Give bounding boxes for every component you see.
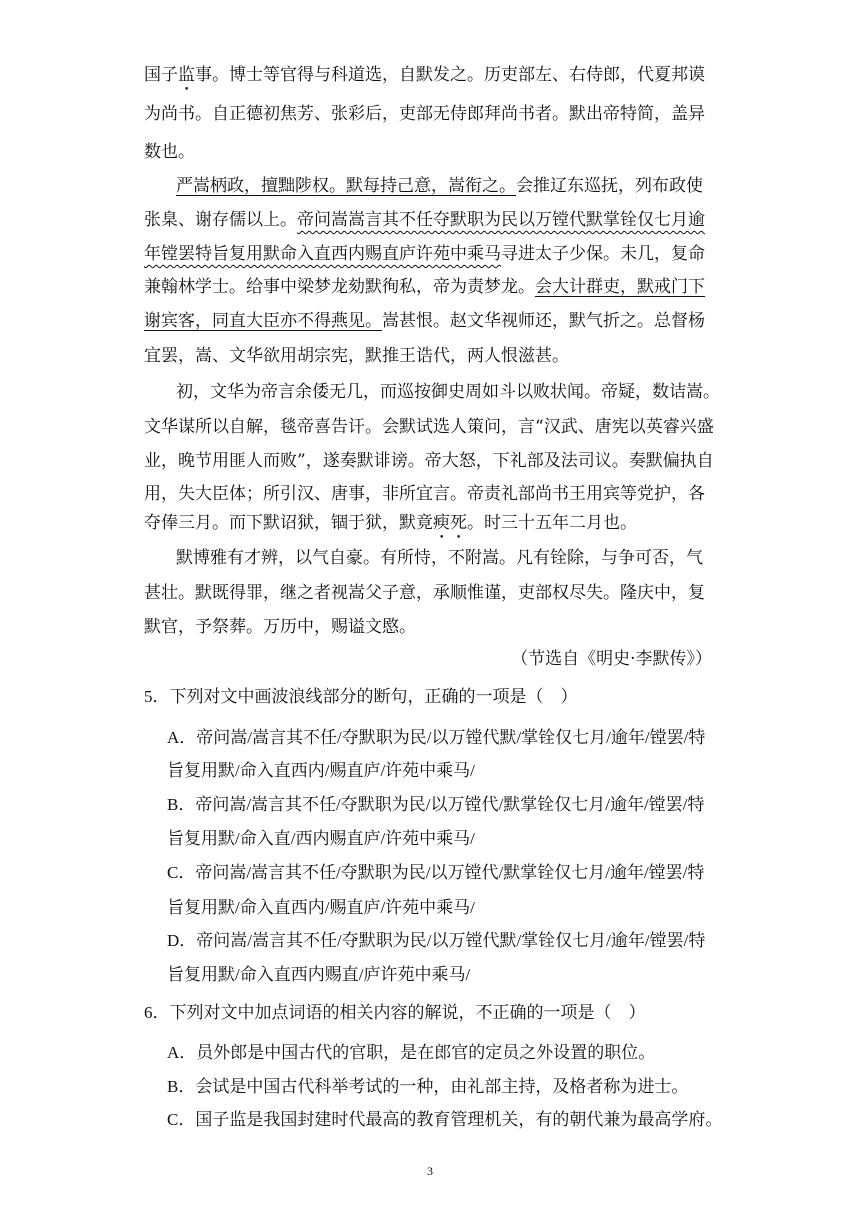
q5-option-b: B．帝问嵩/嵩言其不任/夺默职为民/以万镗代/默掌铨仅七月/逾年/镗罢/特	[167, 795, 705, 814]
passage-line	[144, 512, 637, 543]
underlined-sentence: 严嵩柄政，擅黜陟权。默每持己意，嵩衔之。	[176, 176, 516, 196]
text-run: 。时三十五年二月也。	[467, 513, 637, 533]
source-citation: （节选自《明史·李默传》）	[511, 649, 712, 669]
wavy-underlined-text: 年镗罢特旨复用默命入直西内赐直庐许苑中乘马	[144, 244, 501, 264]
passage-line	[144, 209, 705, 231]
text-run: 兼翰林学士。给事中梁梦龙劾默徇私，帝为责梦龙。	[144, 277, 535, 297]
passage-line: 默博雅有才辨，以气自豪。有所恃，不附嵩。凡有铨除，与争可否，气	[176, 548, 703, 568]
text-run: 国子	[144, 65, 178, 85]
q6-option-b: B．会试是中国古代科举考试的一种，由礼部主持，及格者称为进士。	[167, 1077, 689, 1096]
q5-option-c: C．帝问嵩/嵩言其不任/夺默职为民/以万镗代/默掌铨仅七月/逾年/镗罢/特	[167, 863, 705, 882]
passage-line	[144, 310, 705, 332]
passage-line: 甚壮。默既得罪，继之者视嵩父子意，承顺惟谨，吏部权尽失。隆庆中，复	[144, 583, 705, 603]
q6-option-a: A．员外郎是中国古代的官职，是在郎官的定员之外设置的职位。	[167, 1043, 656, 1062]
underlined-sentence: 会大计群吏，默戒门下	[535, 277, 705, 297]
q6-option-c: C．国子监是我国封建时代最高的教育管理机关，有的朝代兼为最高学府。	[167, 1110, 723, 1129]
passage-line: 宜罢，嵩、文华欲用胡宗宪，默推王诰代，两人恨滋甚。	[144, 346, 569, 366]
q5-option-b-cont: 旨复用默/命入直/西内赐直庐/许苑中乘马/	[167, 829, 475, 848]
text-run: 张臬、谢存儒以上。	[144, 210, 297, 230]
passage-line	[144, 243, 705, 265]
passage-line: 初，文华为帝言余倭无几，而巡按御史周如斗以败状闻。帝疑，数诘嵩。	[176, 382, 720, 402]
passage-line: 业，晚节用匪人而败”，遂奏默诽谤。帝大怒，下礼部及法司议。奏默偏执自	[144, 451, 714, 471]
passage-line: 默官，予祭葬。万历中，赐谥文愍。	[144, 617, 416, 637]
text-run: 夺俸三月。而下默诏狱，锢于狱，默竟	[144, 513, 433, 533]
passage-line	[144, 276, 705, 298]
passage-line: 为尚书。自正德初焦芳、张彩后，吏部无侍郎拜尚书者。默出帝特简，盖异	[144, 104, 705, 124]
q5-option-c-cont: 旨复用默/命入直西内/赐直庐/许苑中乘马/	[167, 898, 475, 917]
passage-line	[176, 175, 703, 197]
q5-option-a-cont: 旨复用默/命入直西内/赐直庐/许苑中乘马/	[167, 761, 475, 780]
passage-line	[144, 64, 705, 95]
question-6-stem: 6．下列对文中加点词语的相关内容的解说，不正确的一项是（ ）	[144, 1003, 646, 1022]
q5-option-d: D．帝问嵩/嵩言其不任/夺默职为民/以万镗代默/掌铨仅七月/逾年/镗罢/特	[167, 931, 706, 950]
dotted-word: 瘐死	[433, 513, 467, 533]
text-run: 嵩甚恨。赵文华视师还，默气折之。总督杨	[382, 311, 705, 331]
passage-line: 用，失大臣体；所引汉、唐事，非所宜言。帝责礼部尚书王用宾等党护，各	[144, 484, 705, 504]
dotted-word: 监	[178, 65, 195, 85]
page-number: 3	[427, 1164, 433, 1178]
text-run: 寻进太子少保。未几，复命	[501, 244, 705, 264]
passage-line: 文华谋所以自解，毯帝喜告讦。会默试选人策问，言“汉武、唐宪以英睿兴盛	[144, 417, 714, 437]
passage-line: 数也。	[144, 142, 195, 162]
q5-option-a: A．帝问嵩/嵩言其不任/夺默职为民/以万镗代默/掌铨仅七月/逾年/镗罢/特	[167, 728, 706, 747]
text-run: 事。博士等官得与科道选，自默发之。历吏部左、右侍郎，代夏邦谟	[195, 65, 705, 85]
underlined-sentence: 谢宾客，同直大臣亦不得燕见。	[144, 311, 382, 331]
wavy-underlined-text: 帝问嵩嵩言其不任夺默职为民以万镗代默掌铨仅七月逾	[297, 210, 705, 230]
q5-option-d-cont: 旨复用默/命入直西内赐直/庐许苑中乘马/	[167, 965, 471, 984]
question-5-stem: 5．下列对文中画波浪线部分的断句，正确的一项是（ ）	[144, 687, 578, 706]
text-run: 会推辽东巡抚，列布政使	[516, 176, 703, 196]
